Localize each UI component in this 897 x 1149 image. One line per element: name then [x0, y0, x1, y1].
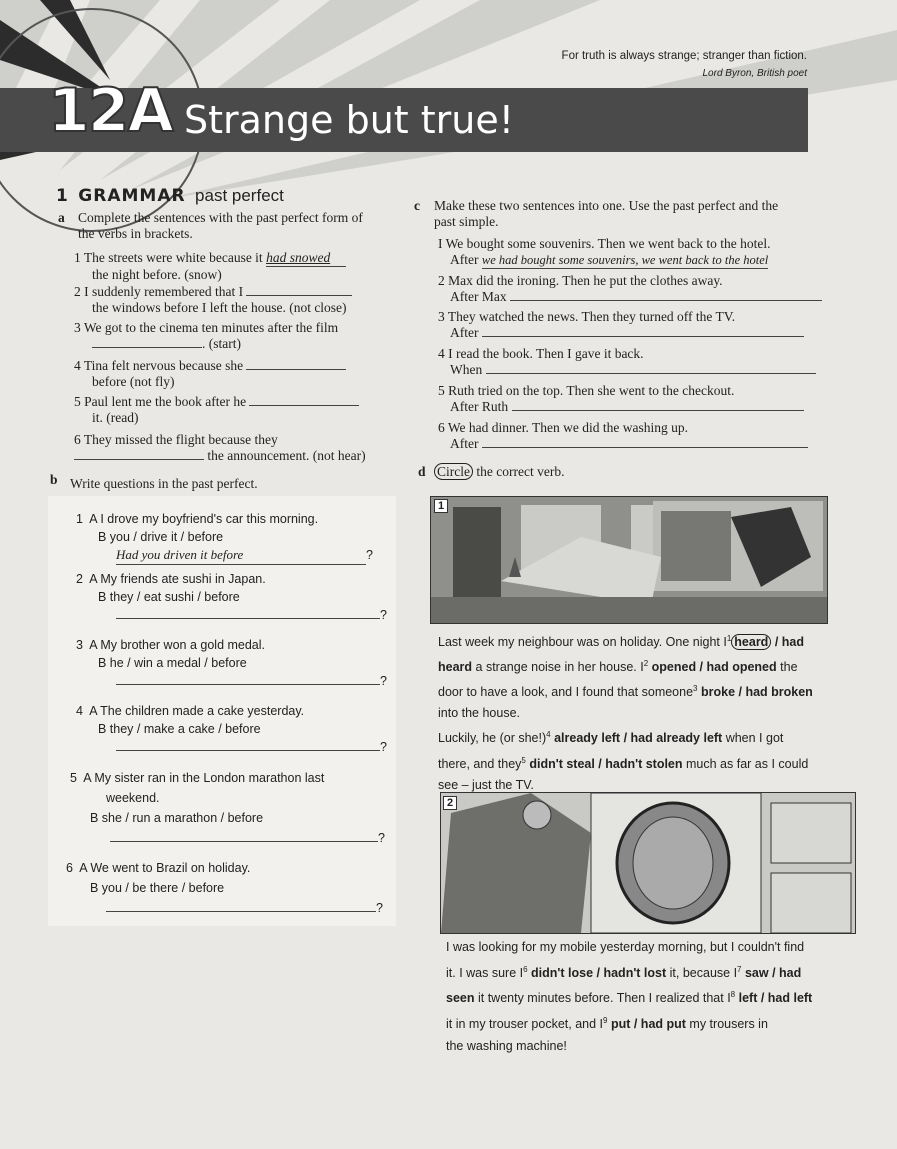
speaker-b-prompt: B they / eat sushi / before — [98, 590, 240, 604]
answer-blank[interactable] — [246, 295, 352, 296]
story-text: it. I was sure I — [446, 965, 524, 980]
gap-number: 8 — [730, 990, 736, 1000]
story-text: the washing machine! — [446, 1039, 567, 1054]
verb-option[interactable]: saw / had — [744, 965, 802, 980]
answer-blank[interactable]: we had bought some souvenirs, we went back to the hotel — [481, 253, 769, 267]
item-text: before (not fly) — [92, 374, 175, 389]
verb-option[interactable]: didn't lose / hadn't lost — [531, 965, 667, 980]
verb-option[interactable]: opened / had opened — [651, 660, 777, 675]
quote-author: Lord Byron, British poet — [702, 68, 807, 79]
exercise-a-item-5 — [74, 394, 394, 426]
item-text: the windows before I left the house. (not close) — [92, 300, 347, 315]
answer-blank[interactable] — [512, 410, 804, 411]
answer-blank[interactable] — [482, 336, 804, 337]
verb-option[interactable]: didn't steal / hadn't stolen — [529, 756, 683, 771]
answer-blank[interactable] — [482, 447, 808, 448]
question-mark: ? — [380, 740, 387, 754]
burglary-illustration — [430, 496, 828, 624]
circle-word: Circle — [434, 463, 473, 480]
exercise-b-instruction: Write questions in the past perfect. — [70, 476, 258, 491]
answer-blank[interactable]: had snowed — [266, 250, 346, 267]
circled-answer[interactable]: heard — [731, 634, 771, 650]
exercise-c-instruction: Make these two sentences into one. Use the past perfect and the past simple. — [434, 198, 779, 229]
gap-number: 1 — [726, 634, 732, 643]
verb-option[interactable]: broke / had broken — [700, 685, 813, 700]
item-text: 3 They watched the news. Then they turned off the TV. — [438, 309, 736, 324]
exercise-a-item-4 — [74, 358, 394, 390]
exercise-b-item-4 — [76, 702, 396, 756]
gap-number: 9 — [603, 1015, 608, 1025]
story-text: it, because I — [669, 965, 738, 980]
exercise-b-item-2 — [76, 570, 396, 624]
story-text: it in my trouser pocket, and I — [446, 1016, 604, 1031]
answer-blank[interactable] — [510, 300, 822, 301]
item-text: 4 I read the book. Then I gave it back. — [438, 346, 644, 361]
story-text: Last week my neighbour was on holiday. One night I — [438, 635, 727, 650]
question-mark: ? — [366, 548, 373, 562]
story-text: door to have a look, and I found that someone — [438, 685, 694, 700]
unit-number: 12A — [48, 76, 172, 146]
item-text: it. (read) — [92, 410, 139, 425]
exercise-c-item-1 — [438, 236, 818, 269]
story-text: I was looking for my mobile yesterday morning, but I couldn't find — [446, 940, 805, 954]
story-text: into the house. — [438, 706, 521, 721]
gap-number: 3 — [693, 684, 698, 694]
picture-number-2: 2 — [443, 796, 457, 810]
gap-number: 7 — [737, 964, 742, 974]
exercise-b-item-1 — [76, 510, 396, 565]
speaker-b-prompt: B she / run a marathon / before — [90, 811, 264, 825]
speaker-b-prompt: B he / win a medal / before — [98, 656, 247, 670]
speaker-a-line: A My friends ate sushi in Japan. — [89, 572, 266, 586]
item-text: The streets were white because it — [83, 250, 263, 265]
item-text: 2 Max did the ironing. Then he put the clothes away. — [438, 273, 723, 288]
exercise-a-item-2 — [74, 284, 384, 316]
answer-blank[interactable] — [116, 618, 380, 619]
item-number: 3 — [76, 638, 83, 652]
answer-blank[interactable] — [110, 841, 378, 842]
item-text: They missed the flight because they — [83, 432, 278, 447]
exercise-a-letter: a — [58, 210, 65, 225]
exercise-a-item-3 — [74, 320, 394, 352]
item-text: . (start) — [202, 336, 241, 351]
verb-option[interactable]: / had — [774, 635, 804, 650]
story-text: when I got — [725, 731, 784, 746]
story-text: much as far as I could — [686, 756, 809, 771]
exercise-a-item-6 — [74, 432, 404, 464]
exercise-c-item-5 — [438, 383, 838, 415]
exercise-a-instruction: Complete the sentences with the past perfect form of the verbs in brackets. — [78, 210, 363, 241]
exercise-b-letter: b — [50, 472, 58, 487]
item-text: the night before. (snow) — [92, 267, 222, 282]
story-text: a strange noise in her house. I — [475, 660, 644, 675]
exercise-d-letter: d — [418, 464, 426, 479]
washing-machine-illustration — [440, 792, 856, 934]
answer-blank[interactable] — [249, 405, 359, 406]
speaker-a-line: A I drove my boyfriend's car this morning. — [89, 512, 319, 526]
section-name: GRAMMAR — [78, 186, 186, 206]
item-text: Tina felt nervous because she — [83, 358, 244, 373]
item-number: 3 — [74, 320, 81, 335]
answer-blank[interactable]: Had you driven it before — [116, 546, 366, 565]
verb-option[interactable]: left / had left — [738, 991, 813, 1006]
item-number: 1 — [76, 512, 83, 526]
item-text: the announcement. (not hear) — [207, 448, 366, 463]
exercise-c-item-4 — [438, 346, 838, 378]
item-number: 4 — [74, 358, 81, 373]
exercise-c-item-2 — [438, 273, 838, 305]
speaker-a-line: A We went to Brazil on holiday. — [79, 861, 251, 875]
verb-option[interactable]: seen — [446, 991, 475, 1006]
gap-number: 2 — [643, 659, 649, 669]
item-text: 5 Ruth tried on the top. Then she went to the checkout. — [438, 383, 735, 398]
story-1 — [438, 628, 838, 796]
item-text: Paul lent me the book after he — [84, 394, 247, 409]
exercise-c-item-3 — [438, 309, 838, 341]
quote-text: For truth is always strange; stranger than fiction. — [561, 50, 807, 62]
story-text: the — [780, 660, 798, 675]
answer-blank[interactable] — [116, 684, 380, 685]
answer-blank[interactable] — [92, 347, 202, 348]
item-number: 4 — [76, 704, 83, 718]
item-start: After — [450, 252, 479, 267]
item-number: 1 — [74, 250, 81, 265]
item-text: We got to the cinema ten minutes after the film — [83, 320, 339, 335]
speaker-a-line: A The children made a cake yesterday. — [89, 704, 305, 718]
item-number: 6 — [66, 861, 73, 875]
story-text: my trousers in — [689, 1016, 768, 1031]
item-start: After — [450, 436, 479, 451]
item-number: 2 — [76, 572, 83, 586]
exercise-c-letter: c — [414, 198, 420, 213]
speaker-b-prompt: B they / make a cake / before — [98, 722, 261, 736]
exercise-b-item-6 — [66, 858, 396, 918]
verb-option[interactable]: put / had put — [610, 1016, 686, 1031]
section-heading — [56, 186, 284, 206]
picture-number-1: 1 — [434, 499, 448, 513]
question-mark: ? — [380, 608, 387, 622]
item-start: After Max — [450, 289, 507, 304]
answer-blank[interactable] — [246, 369, 346, 370]
story-text: see – just the TV. — [438, 777, 534, 792]
exercise-b-item-3 — [76, 636, 396, 690]
epigraph — [562, 48, 807, 82]
speaker-b-prompt: B you / be there / before — [90, 881, 225, 895]
answer-blank[interactable] — [486, 373, 816, 374]
speaker-a-line-cont: weekend. — [106, 791, 160, 805]
unit-title: Strange but true! — [184, 98, 514, 142]
instruction-text: the correct verb. — [476, 464, 565, 479]
item-text: I suddenly remembered that I — [84, 284, 244, 299]
question-mark: ? — [380, 674, 387, 688]
exercise-b-item-5 — [70, 768, 396, 848]
speaker-a-line: A My brother won a gold medal. — [89, 638, 266, 652]
item-number: 2 — [74, 284, 81, 299]
gap-number: 6 — [523, 964, 528, 974]
speaker-a-line: A My sister ran in the London marathon last — [83, 771, 325, 785]
verb-option[interactable]: heard — [438, 660, 473, 675]
section-number: 1 — [56, 186, 69, 206]
exercise-a-item-1 — [74, 250, 384, 283]
story-text: it twenty minutes before. Then I realized that I — [477, 991, 731, 1006]
answer-blank[interactable] — [106, 911, 376, 912]
story-2 — [446, 936, 856, 1058]
answer-blank[interactable] — [116, 750, 380, 751]
item-text: 6 We had dinner. Then we did the washing up. — [438, 420, 688, 435]
item-number: 5 — [70, 771, 77, 785]
story-text: Luckily, he (or she!) — [438, 731, 547, 746]
story-text: there, and they — [438, 756, 522, 771]
exercise-d-instruction — [434, 464, 564, 480]
answer-blank[interactable] — [74, 459, 204, 460]
item-number: 6 — [74, 432, 81, 447]
question-mark: ? — [378, 831, 385, 845]
section-topic: past perfect — [195, 186, 284, 205]
item-start: When — [450, 362, 483, 377]
speaker-b-prompt: B you / drive it / before — [98, 530, 224, 544]
gap-number: 4 — [546, 730, 551, 740]
exercise-c-item-6 — [438, 420, 838, 452]
item-start: After Ruth — [450, 399, 509, 414]
verb-option[interactable]: already left / had already left — [554, 731, 723, 746]
item-number: 5 — [74, 394, 81, 409]
question-mark: ? — [376, 901, 383, 915]
item-start: After — [450, 325, 479, 340]
item-text: I We bought some souvenirs. Then we went back to the hotel. — [438, 236, 771, 251]
gap-number: 5 — [521, 755, 526, 765]
